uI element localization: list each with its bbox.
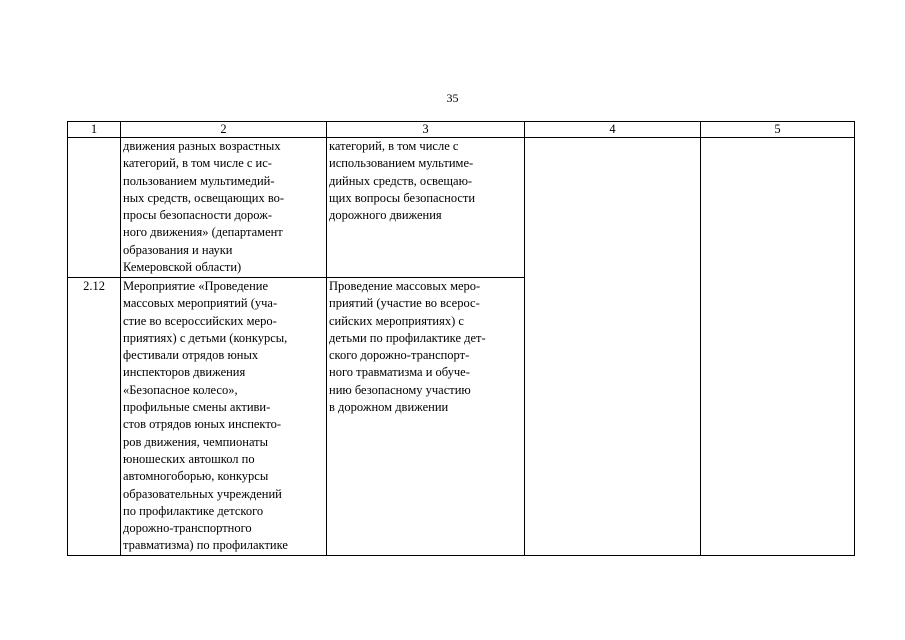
- measure-description-cell: [327, 278, 525, 556]
- text-line: щих вопросы безопасности: [329, 190, 476, 205]
- text-line: дийных средств, освещаю-: [329, 173, 473, 188]
- text-line: нию безопасному участию: [329, 382, 471, 397]
- text-line: использованием мультиме-: [329, 156, 474, 171]
- text-line: дорожно-транспортного: [123, 521, 252, 536]
- column-5-cell: [701, 138, 855, 556]
- text-line: Мероприятие «Проведение: [123, 279, 269, 293]
- text-line: фестивали отрядов юных: [123, 348, 259, 363]
- table-header-row: [68, 122, 855, 138]
- text-line: ного травматизма и обуче-: [329, 365, 470, 380]
- text-line: ных средств, освещающих во-: [123, 190, 285, 205]
- text-line: по профилактике детского: [123, 503, 264, 518]
- column-4-cell: [525, 138, 701, 556]
- text-line: ров движения, чемпионаты: [123, 434, 269, 449]
- text-line: образования и науки: [123, 242, 233, 257]
- measure-name-cell: [121, 138, 327, 278]
- text-line: юношеских автошкол по: [123, 451, 255, 466]
- text-line: ского дорожно-транспорт-: [329, 348, 470, 363]
- column-header-2: 2: [121, 122, 327, 138]
- text-line: «Безопасное колесо»,: [123, 382, 238, 397]
- text-line: массовых мероприятий (уча-: [123, 296, 278, 311]
- column-header-1: 1: [68, 122, 121, 138]
- text-line: просы безопасности дорож-: [123, 208, 273, 223]
- text-line: профильные смены активи-: [123, 400, 271, 415]
- text-line: дорожного движения: [329, 208, 442, 223]
- text-line: движения разных возрастных: [123, 139, 281, 153]
- row-number-cell: [68, 138, 121, 278]
- text-line: в дорожном движении: [329, 400, 449, 415]
- text-line: пользованием мультимедий-: [123, 173, 275, 188]
- text-line: травматизма) по профилактике: [123, 538, 288, 553]
- text-line: образовательных учреждений: [123, 486, 282, 501]
- text-line: автомногоборью, конкурсы: [123, 469, 269, 484]
- text-line: ного движения» (департамент: [123, 225, 283, 240]
- text-line: стие во всероссийских меро-: [123, 313, 277, 328]
- measure-description-cell: [327, 138, 525, 278]
- text-line: Проведение массовых меро-: [329, 279, 481, 293]
- text-line: инспекторов движения: [123, 365, 246, 380]
- text-line: приятий (участие во всерос-: [329, 296, 480, 311]
- column-header-5: 5: [701, 122, 855, 138]
- text-line: стов отрядов юных инспекто-: [123, 417, 282, 432]
- text-line: сийских мероприятиях) с: [329, 313, 464, 328]
- column-header-3: 3: [327, 122, 525, 138]
- text-line: категорий, в том числе с ис-: [123, 156, 272, 171]
- row-number-cell: 2.12: [68, 278, 121, 556]
- text-line: приятиях) с детьми (конкурсы,: [123, 330, 288, 345]
- text-line: детьми по профилактике дет-: [329, 330, 486, 345]
- table-row: [68, 138, 855, 278]
- column-header-4: 4: [525, 122, 701, 138]
- text-line: Кемеровской области): [123, 260, 242, 275]
- measure-name-cell: [121, 278, 327, 556]
- text-line: категорий, в том числе с: [329, 139, 459, 153]
- page-number: 35: [446, 91, 459, 105]
- measures-table: [67, 121, 855, 556]
